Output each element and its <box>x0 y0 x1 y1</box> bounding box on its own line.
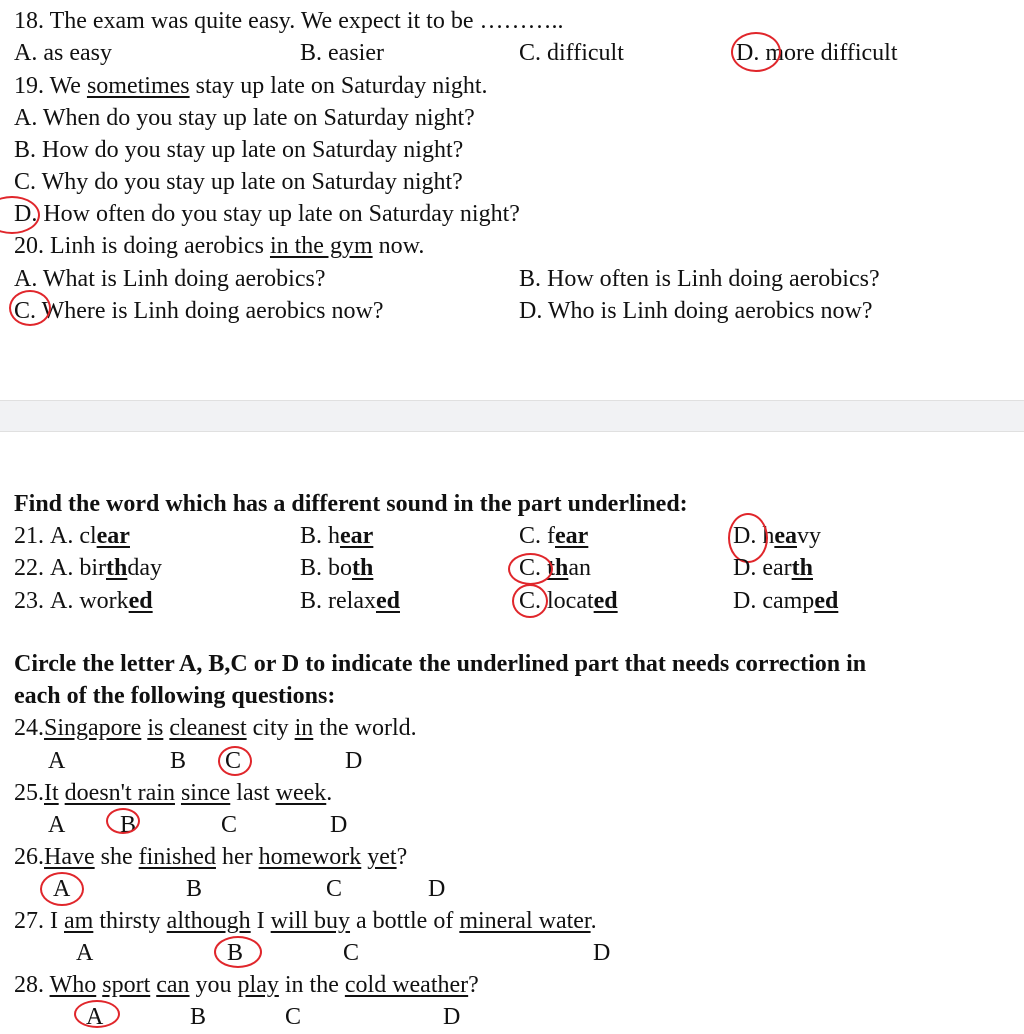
q20-answer-circle <box>9 290 51 326</box>
q23-answer-circle <box>512 584 548 618</box>
q19-option-d: D. How often do you stay up late on Saturday night? <box>14 201 520 227</box>
q25-letter-d: D <box>330 812 348 838</box>
q21-option-d: D. heavy <box>733 523 821 549</box>
q19-option-c: C. Why do you stay up late on Saturday night? <box>14 169 463 195</box>
q18-option-a: A. as easy <box>14 40 112 66</box>
q27-letter-d: D <box>593 940 611 966</box>
section-correction-title-line1: Circle the letter A, B,C or D to indicate the underlined part that needs correction in <box>14 651 867 677</box>
q20-option-b: B. How often is Linh doing aerobics? <box>519 266 880 292</box>
q23-option-a: A. worked <box>50 588 153 614</box>
q18-answer-circle <box>731 32 781 72</box>
q19-option-b: B. How do you stay up late on Saturday night? <box>14 137 464 163</box>
q28-sentence: 28. Who sport can you play in the cold weather? <box>14 972 479 998</box>
q26-letter-b: B <box>186 876 203 902</box>
q22-option-c: C. than <box>519 555 592 581</box>
q26-letter-d: D <box>428 876 446 902</box>
q24-answer-circle <box>218 746 252 776</box>
q26-letter-a: A <box>53 876 71 902</box>
q28-letter-b: B <box>190 1004 207 1030</box>
q25-sentence: 25.It doesn't rain since last week. <box>14 780 333 806</box>
q27-sentence: 27. I am thirsty although I will buy a bottle of mineral water. <box>14 908 597 934</box>
q21-option-a: A. clear <box>50 523 130 549</box>
q28-answer-circle <box>74 1000 120 1028</box>
q27-answer-circle <box>214 936 262 968</box>
q23-option-c: C. located <box>519 588 618 614</box>
q24-sentence: 24.Singapore is cleanest city in the world. <box>14 715 417 741</box>
page-break <box>0 400 1024 432</box>
q20-option-c: C. Where is Linh doing aerobics now? <box>14 298 384 324</box>
q21-option-b: B. hear <box>300 523 374 549</box>
q24-letter-d: D <box>345 748 363 774</box>
q27-letter-a: A <box>76 940 94 966</box>
q21-option-c: C. fear <box>519 523 589 549</box>
q20-option-d: D. Who is Linh doing aerobics now? <box>519 298 873 324</box>
q22-answer-circle <box>508 553 553 585</box>
q25-letter-a: A <box>48 812 66 838</box>
q19-stem: 19. We sometimes stay up late on Saturday night. <box>14 73 488 99</box>
q24-letter-a: A <box>48 748 66 774</box>
q22-option-a: A. birthday <box>50 555 162 581</box>
q18-stem: 18. The exam was quite easy. We expect it to be ……….. <box>14 8 564 34</box>
q23-option-d: D. camped <box>733 588 839 614</box>
q20-stem: 20. Linh is doing aerobics in the gym now. <box>14 233 425 259</box>
q27-letter-b: B <box>227 940 244 966</box>
q21-number: 21. <box>14 523 44 549</box>
q25-letter-b: B <box>120 812 137 838</box>
q22-option-b: B. both <box>300 555 374 581</box>
q25-answer-circle <box>106 808 140 834</box>
q18-option-d: D. more difficult <box>736 40 898 66</box>
q18-option-b: B. easier <box>300 40 384 66</box>
q20-option-a: A. What is Linh doing aerobics? <box>14 266 326 292</box>
q22-option-d: D. earth <box>733 555 813 581</box>
q26-letter-c: C <box>326 876 343 902</box>
q23-option-b: B. relaxed <box>300 588 400 614</box>
q28-letter-d: D <box>443 1004 461 1030</box>
q27-letter-c: C <box>343 940 360 966</box>
q23-number: 23. <box>14 588 44 614</box>
q19-option-a: A. When do you stay up late on Saturday night? <box>14 105 475 131</box>
q22-number: 22. <box>14 555 44 581</box>
q18-option-c: C. difficult <box>519 40 624 66</box>
q24-letter-b: B <box>170 748 187 774</box>
section-correction-title-line2: each of the following questions: <box>14 683 336 709</box>
q26-answer-circle <box>40 872 84 906</box>
q28-letter-c: C <box>285 1004 302 1030</box>
q26-sentence: 26.Have she finished her homework yet? <box>14 844 408 870</box>
q24-letter-c: C <box>225 748 242 774</box>
section-pronunciation-title: Find the word which has a different sound in the part underlined: <box>14 491 688 517</box>
q28-letter-a: A <box>86 1004 104 1030</box>
q25-letter-c: C <box>221 812 238 838</box>
